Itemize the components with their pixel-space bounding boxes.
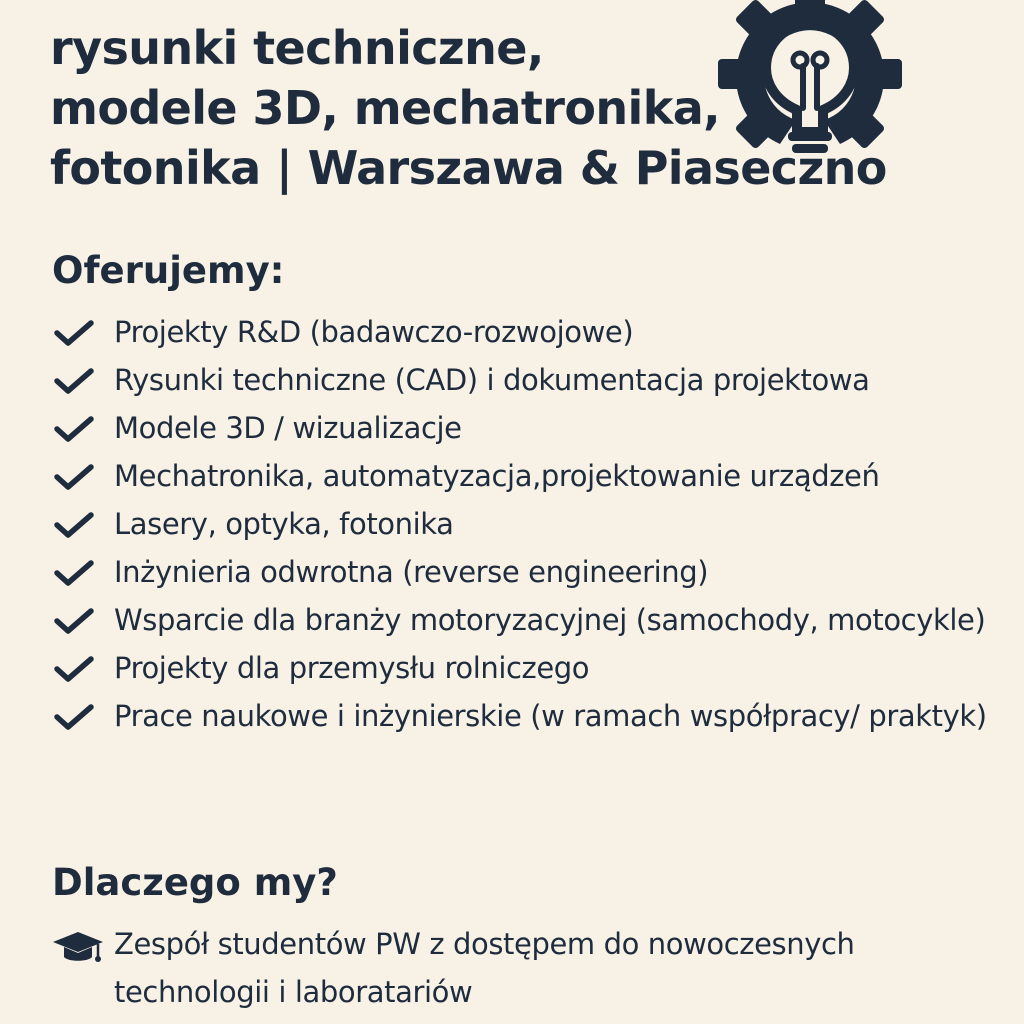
checkmark-icon [54,656,94,682]
list-item [52,500,1002,548]
list-item [52,356,1002,404]
list-item-label: Wsparcie dla branży motoryzacyjnej (samochody, motocykle) [114,603,986,637]
checkmark-icon [54,416,94,442]
list-item-label: Inżynieria odwrotna (reverse engineering) [114,555,709,589]
page-title [50,18,930,198]
list-item [52,452,1002,500]
checkmark-icon [54,320,94,346]
checkmark-icon [54,512,94,538]
graduation-cap-icon [52,930,104,966]
list-item-label: Rysunki techniczne (CAD) i dokumentacja projektowa [114,363,870,397]
list-item-label: Modele 3D / wizualizacje [114,411,462,445]
list-item-label: Projekty R&D (badawczo-rozwojowe) [114,315,634,349]
why-heading: Dlaczego my? [52,861,338,904]
list-item-label: Zespół studentów PW z dostępem do nowoczesnych technologii i laboratariów [114,927,855,1009]
list-item-label: Mechatronika, automatyzacja,projektowanie urządzeń [114,459,880,493]
why-list [52,920,1002,1016]
list-item [52,920,1002,1016]
list-item-label: Projekty dla przemysłu rolniczego [114,651,590,685]
list-item [52,308,1002,356]
list-item-label: Prace naukowe i inżynierskie (w ramach współpracy/ praktyk) [114,699,987,733]
offer-heading: Oferujemy: [52,249,285,292]
checkmark-icon [54,368,94,394]
offer-list [52,308,1002,740]
list-item [52,548,1002,596]
list-item [52,404,1002,452]
list-item [52,644,1002,692]
list-item [52,596,1002,644]
checkmark-icon [54,704,94,730]
list-item-label: Lasery, optyka, fotonika [114,507,454,541]
checkmark-icon [54,464,94,490]
list-item [52,692,1002,740]
checkmark-icon [54,608,94,634]
title-line: rysunki techniczne, [50,21,544,75]
title-line: fotonika | Warszawa & Piaseczno [50,141,887,195]
title-line: modele 3D, mechatronika, [50,81,721,135]
checkmark-icon [54,560,94,586]
